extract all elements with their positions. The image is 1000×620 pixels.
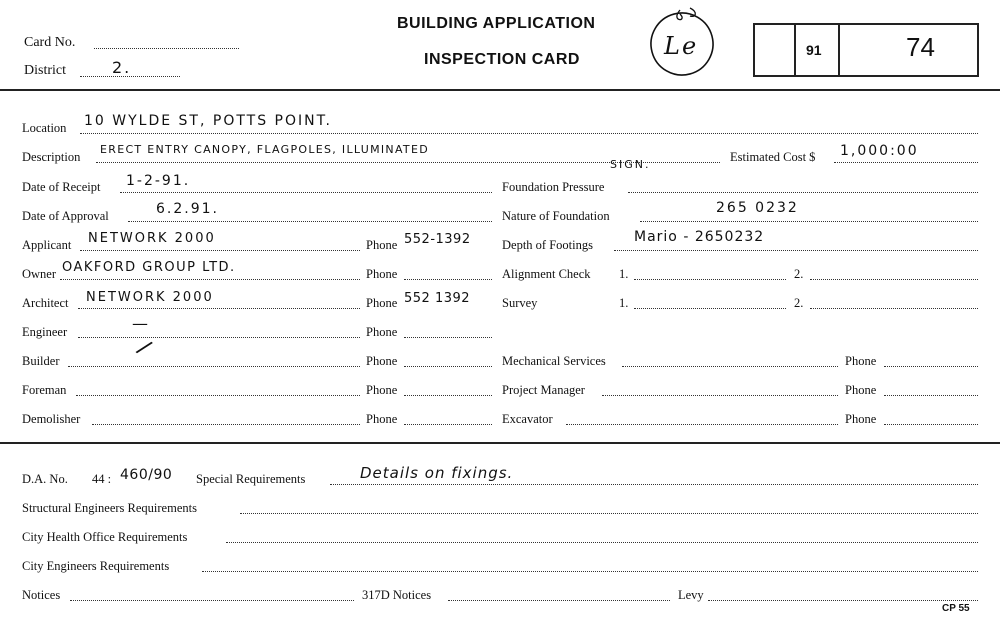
foreman-phone-label: Phone xyxy=(366,383,398,397)
estimated-cost-label: Estimated Cost $ xyxy=(730,150,816,164)
city-health-dots xyxy=(226,542,978,543)
engineer-dots xyxy=(78,337,360,338)
applicant-phone-label: Phone xyxy=(366,238,398,252)
special-requirements-dots xyxy=(330,484,978,485)
mechanical-services-phone-dots xyxy=(884,366,978,367)
special-requirements-label: Special Requirements xyxy=(196,472,306,486)
title-line-1: BUILDING APPLICATION xyxy=(397,15,596,32)
location-value: 10 WYLDE ST, POTTS POINT. xyxy=(84,113,332,129)
da-no-label: D.A. No. xyxy=(22,472,68,486)
notices-label: Notices xyxy=(22,588,61,602)
owner-dots xyxy=(60,279,360,280)
da-value: 460/90 xyxy=(120,467,173,483)
header-divider xyxy=(0,89,1000,91)
district-label: District xyxy=(24,63,66,78)
engineer-phone-dots xyxy=(404,337,492,338)
card-number-divider-2 xyxy=(838,23,840,77)
da-prefix: 44 : xyxy=(92,472,112,486)
excavator-phone-dots xyxy=(884,424,978,425)
card-no-dots xyxy=(94,48,239,49)
estimated-cost-dots xyxy=(834,162,978,163)
owner-value: OAKFORD GROUP LTD. xyxy=(62,260,236,275)
depth-of-footings-label: Depth of Footings xyxy=(502,238,593,252)
owner-label: Owner xyxy=(22,267,57,281)
project-manager-phone-dots xyxy=(884,395,978,396)
date-of-approval-value: 6.2.91. xyxy=(156,201,219,217)
foreman-phone-dots xyxy=(404,395,492,396)
middle-divider xyxy=(0,442,1000,444)
builder-value: / xyxy=(133,335,157,362)
applicant-phone-value: 552-1392 xyxy=(404,232,471,247)
survey-2-dots xyxy=(810,308,978,309)
date-of-approval-label: Date of Approval xyxy=(22,209,109,223)
mechanical-services-phone-label: Phone xyxy=(845,354,877,368)
survey-1: 1. xyxy=(619,296,629,310)
alignment-check-2-dots xyxy=(810,279,978,280)
card-number-box xyxy=(753,23,979,77)
city-engineers-label: City Engineers Requirements xyxy=(22,559,170,573)
survey-1-dots xyxy=(634,308,786,309)
engineer-value: — xyxy=(132,314,150,333)
foreman-dots xyxy=(76,395,360,396)
structural-engineers-label: Structural Engineers Requirements xyxy=(22,501,197,515)
notices-317d-dots xyxy=(448,600,670,601)
foreman-label: Foreman xyxy=(22,383,67,397)
applicant-dots xyxy=(80,250,360,251)
nature-of-foundation-label: Nature of Foundation xyxy=(502,209,610,223)
builder-label: Builder xyxy=(22,354,60,368)
title-line-2: INSPECTION CARD xyxy=(424,51,580,68)
excavator-phone-label: Phone xyxy=(845,412,877,426)
notices-317d-label: 317D Notices xyxy=(362,588,432,602)
builder-phone-label: Phone xyxy=(366,354,398,368)
description-label: Description xyxy=(22,150,81,164)
alignment-check-2: 2. xyxy=(794,267,804,281)
survey-label: Survey xyxy=(502,296,538,310)
engineer-label: Engineer xyxy=(22,325,68,339)
location-dots xyxy=(80,133,978,134)
alignment-check-1-dots xyxy=(634,279,786,280)
date-of-receipt-value: 1-2-91. xyxy=(126,173,191,189)
project-manager-label: Project Manager xyxy=(502,383,585,397)
card-number-divider-1 xyxy=(794,23,796,77)
survey-2: 2. xyxy=(794,296,804,310)
builder-dots xyxy=(68,366,360,367)
owner-phone-dots xyxy=(404,279,492,280)
nature-of-foundation-value: 265 0232 xyxy=(716,200,799,216)
special-requirements-value: Details on fixings. xyxy=(360,464,514,482)
date-of-receipt-dots xyxy=(120,192,492,193)
levy-dots xyxy=(708,600,978,601)
date-of-approval-dots xyxy=(128,221,492,222)
card-number-left: 91 xyxy=(806,42,822,58)
excavator-dots xyxy=(566,424,838,425)
foundation-pressure-label: Foundation Pressure xyxy=(502,180,605,194)
date-of-receipt-label: Date of Receipt xyxy=(22,180,101,194)
builder-phone-dots xyxy=(404,366,492,367)
owner-phone-label: Phone xyxy=(366,267,398,281)
form-code: CP 55 xyxy=(942,603,970,614)
description-value-2: SIGN. xyxy=(610,158,651,171)
architect-phone-label: Phone xyxy=(366,296,398,310)
demolisher-dots xyxy=(92,424,360,425)
estimated-cost-value: 1,000:00 xyxy=(840,143,919,159)
demolisher-phone-dots xyxy=(404,424,492,425)
nature-of-foundation-dots xyxy=(640,221,978,222)
foundation-pressure-dots xyxy=(628,192,978,193)
district-value: 2. xyxy=(112,58,132,77)
demolisher-phone-label: Phone xyxy=(366,412,398,426)
levy-label: Levy xyxy=(678,588,704,602)
description-value: ERECT ENTRY CANOPY, FLAGPOLES, ILLUMINATED xyxy=(100,143,429,156)
applicant-label: Applicant xyxy=(22,238,72,252)
alignment-check-label: Alignment Check xyxy=(502,267,591,281)
architect-dots xyxy=(78,308,360,309)
engineer-phone-label: Phone xyxy=(366,325,398,339)
structural-engineers-dots xyxy=(240,513,978,514)
location-label: Location xyxy=(22,121,67,135)
applicant-value: NETWORK 2000 xyxy=(88,231,216,246)
notices-dots xyxy=(70,600,354,601)
project-manager-dots xyxy=(602,395,838,396)
mechanical-services-label: Mechanical Services xyxy=(502,354,606,368)
architect-phone-value: 552 1392 xyxy=(404,291,471,306)
architect-label: Architect xyxy=(22,296,69,310)
card-no-label: Card No. xyxy=(24,35,76,50)
initials-text: Le xyxy=(664,32,699,60)
demolisher-label: Demolisher xyxy=(22,412,81,426)
alignment-check-1: 1. xyxy=(619,267,629,281)
city-engineers-dots xyxy=(202,571,978,572)
depth-of-footings-dots xyxy=(614,250,978,251)
mechanical-services-dots xyxy=(622,366,838,367)
project-manager-phone-label: Phone xyxy=(845,383,877,397)
depth-of-footings-value: Mario - 2650232 xyxy=(634,229,765,245)
architect-value: NETWORK 2000 xyxy=(86,290,214,305)
excavator-label: Excavator xyxy=(502,412,553,426)
card-number-right: 74 xyxy=(906,32,935,62)
city-health-label: City Health Office Requirements xyxy=(22,530,188,544)
